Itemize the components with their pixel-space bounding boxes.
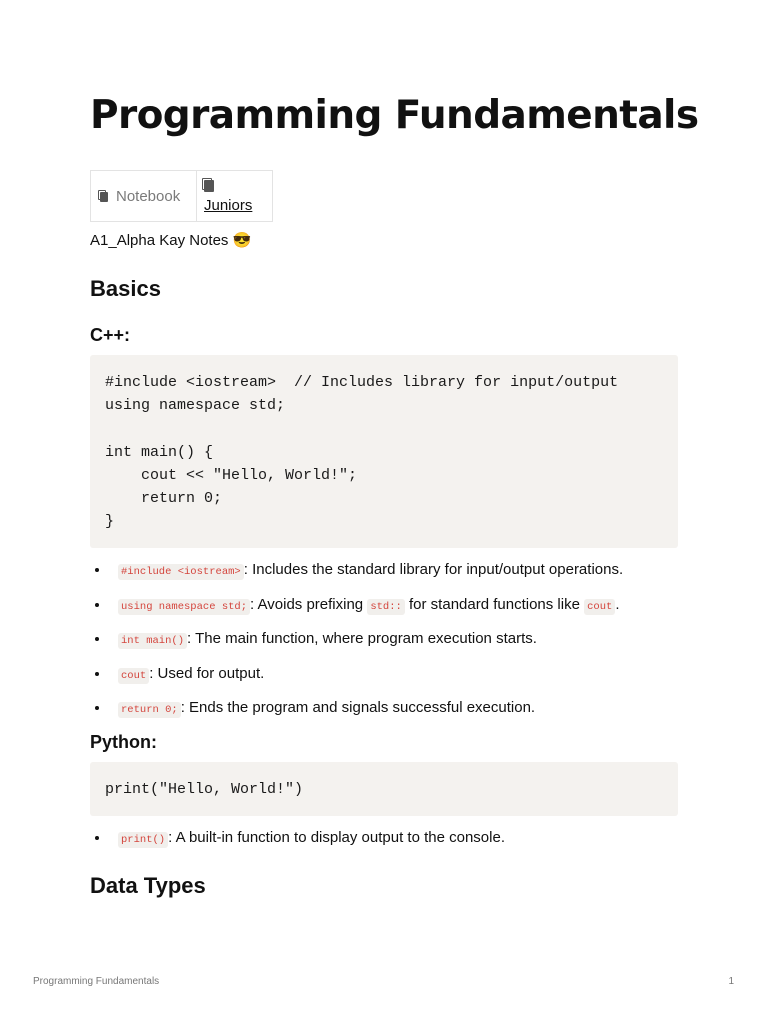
- list-item-text: : Ends the program and signals successful execution.: [180, 699, 536, 717]
- inline-code: cout: [584, 599, 615, 615]
- notebook-icon: [100, 192, 108, 202]
- inline-code: print(): [118, 832, 168, 848]
- juniors-link[interactable]: Juniors: [204, 197, 253, 214]
- inline-code: cout: [118, 668, 149, 684]
- heading-cpp: C++:: [90, 325, 131, 345]
- heading-basics: Basics: [90, 276, 161, 301]
- list-item: [110, 629, 623, 651]
- inline-code: int main(): [118, 633, 187, 649]
- list-item-text: .: [615, 595, 620, 613]
- property-key-label: Notebook: [116, 187, 181, 205]
- property-notebook-value[interactable]: [197, 171, 273, 222]
- heading-data-types: Data Types: [90, 873, 206, 898]
- notebook-icon: [204, 180, 214, 192]
- inline-code: #include <iostream>: [118, 564, 244, 580]
- list-item: [110, 698, 623, 720]
- inline-code: return 0;: [118, 702, 181, 718]
- list-item: [110, 664, 623, 686]
- subtitle-text: A1_Alpha Kay Notes: [90, 232, 229, 249]
- list-item-text: : Includes the standard library for input/output operations.: [243, 561, 624, 578]
- list-item-text: : Avoids prefixing: [250, 595, 368, 613]
- sunglasses-emoji-icon: 😎: [232, 232, 252, 249]
- subtitle: [90, 231, 251, 249]
- inline-code: using namespace std;: [118, 599, 250, 615]
- property-notebook-key: [91, 171, 197, 222]
- cpp-code-block[interactable]: #include <iostream> // Includes library for input/output using namespace std; int main() { cout << "Hello, World!"; return 0; }: [90, 355, 678, 548]
- python-bullet-list: [90, 828, 505, 863]
- list-item: [110, 828, 505, 850]
- page-number: 1: [728, 976, 734, 987]
- cpp-bullet-list: [90, 560, 623, 733]
- list-item: [110, 560, 623, 582]
- list-item-text: for standard functions like: [404, 595, 585, 613]
- page-title: Programming Fundamentals: [90, 93, 699, 138]
- python-code-block[interactable]: print("Hello, World!"): [90, 762, 678, 816]
- heading-python: Python:: [90, 732, 157, 752]
- list-item: [110, 595, 623, 617]
- list-item-text: : Used for output.: [149, 664, 265, 682]
- footer-title: Programming Fundamentals: [33, 976, 160, 987]
- list-item-text: : A built-in function to display output to the console.: [168, 829, 505, 846]
- list-item-text: : The main function, where program execution starts.: [187, 630, 537, 648]
- inline-code: std::: [367, 599, 405, 615]
- properties-table: [90, 170, 273, 222]
